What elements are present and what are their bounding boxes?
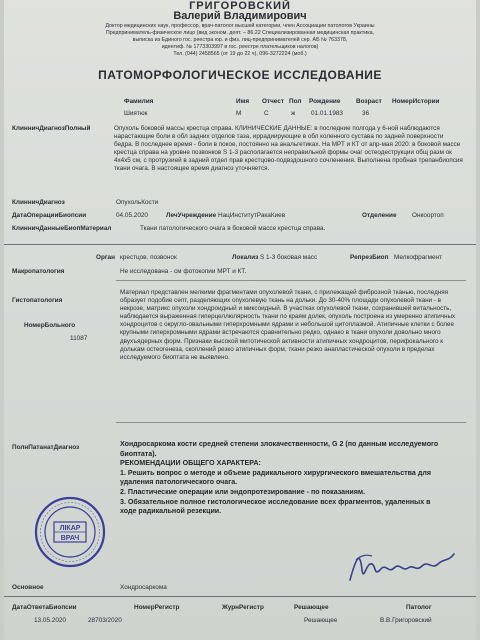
label-clinical-diagnosis: КлинничДиагноз [12, 199, 65, 206]
document-page [4, 0, 476, 640]
conclusion-line-6: 2. Пластические операции или эндопротезирование - по показаниям. [120, 487, 366, 496]
conclusion-line-7: 3. Обязательное полное гистологическое исследование всех фрагментов, удаленных в [120, 497, 431, 506]
field-line [116, 422, 466, 423]
stamp-text-top: ЛІКАР [59, 525, 81, 532]
header-line-1: Доктор медицинских наук, профессор, врач-патолог высшей категории, член Ассоциации патологов Украины [105, 23, 375, 29]
label-organ: Орган [96, 254, 115, 261]
value-macropathology: Не исследована - см фотокопии МРТ и КТ. [120, 268, 247, 275]
conclusion-line-3: РЕКОМЕНДАЦИИ ОБЩЕГО ХАРАКТЕРА: [120, 459, 261, 468]
label-pathologist: Патолог [406, 604, 432, 611]
label-patronymic: Отчест [262, 98, 284, 105]
doctor-first-name: Валерий Владимирович [173, 10, 307, 22]
header-line-3: выписка из Единого гос. реестра юр. и физ. лиц-предпринимателей сер. АБ № 763378, [132, 37, 348, 43]
label-register-number: НомерРегистр [134, 604, 180, 611]
label-birth: Рождение [309, 98, 341, 105]
value-surname: Шиятюк [124, 110, 148, 117]
label-basic-diagnosis: Основное [12, 584, 44, 591]
label-macropathology: Макропатология [12, 268, 65, 275]
value-birth: 01.01.1983 [311, 110, 343, 117]
label-journal-register: ЖурнРегистр [222, 604, 264, 611]
document-title: ПАТОМОРФОЛОГИЧЕСКОЕ ИССЛЕДОВАНИЕ [98, 68, 382, 82]
value-biopsy-material: Ткани патологического очага в боковой массе крестца справа. [140, 225, 326, 232]
value-operation-date: 04.05.2020 [116, 212, 148, 219]
value-register-number: 28703/2020 [88, 617, 122, 624]
doctor-last-name: ГРИГОРОВСКИЙ [189, 0, 291, 12]
conclusion-line-8: ходе радикальной резекции. [120, 507, 222, 516]
label-surname: Фамилия [124, 98, 154, 105]
label-full-pathology-diagnosis: ПолнПатанатДиагноз [12, 444, 80, 451]
header-line-4: идентиф. № 1773303997 в гос. реестре плательщиков налогов) [161, 44, 319, 50]
value-resolving: Решающее [304, 617, 338, 624]
value-clinical-diagnosis: ОпухольКости [116, 199, 159, 206]
value-organ: крестцов. позвонок [120, 254, 177, 261]
field-line [116, 280, 466, 281]
label-representative-biopsy: РепрезБиоп [350, 254, 389, 261]
handwritten-signature [342, 540, 462, 590]
header-line-2: Предприниматель-физическое лицо (вид эконом. деят. – 86.22 Специализированная медицинская практика, [105, 30, 375, 36]
value-institution: НацИнститутРакаКиев [218, 212, 286, 219]
clinical-text: Опухоль боковой массы крестца справа. КЛИНИЧЕСКИЕ ДАННЫЕ: в последние полгода у 6-ной наблюдаются нарастающие боли в обл задних отделов таза, иррадиирующие в обл коленного сустава по задней поверхности бедра. В последнее время - боли в покое, постоянно на анальгетиках. На МРТ и КТ от апр-мая 2020: в боковой массе крестца справа на уровне позвонков S 1-3 располагается неправильной формы очаг остеодеструкции общ разм ок 4х4х5 см, с протрузией в задний отдел прав крестцово-подвздошного сочленения. Выполнена пробная трепанбиопсия ткани очага. В настоящее время диагноз уточняется. [114, 125, 463, 173]
value-localization: S 1-3 боковая масс [260, 254, 318, 261]
conclusion-line-2: биоптата). [120, 449, 157, 458]
label-history-number: НомерИстории [392, 98, 440, 105]
label-response-date: ДатаОтветаБиопсии [12, 604, 77, 611]
label-department: Отделение [362, 212, 397, 219]
footer-divider [4, 596, 476, 597]
value-representative-biopsy: Мелкофрагмент [394, 254, 442, 261]
label-operation-date: ДатаОперацииБиопсии [12, 212, 87, 219]
doctor-stamp [34, 496, 106, 568]
label-clinical-full: КлинничДиагнозПолный [12, 125, 91, 132]
header-line-5: Тел. (044) 2458565 (от 19 до 22 ч), 096-3272224 (моб.) [173, 51, 307, 57]
stamp-text-bottom: ВРАЧ [60, 535, 80, 542]
value-age: 36 [362, 110, 370, 117]
value-patient-number: 11087 [70, 335, 88, 342]
value-department: Онкоортоп [412, 212, 444, 219]
section-divider [4, 244, 476, 245]
label-localization: Локализ [232, 254, 259, 261]
label-biopsy-material: КлинничДанныеБиопМатериал [12, 225, 112, 232]
conclusion-line-4: 1. Решить вопрос о методе и объеме радикального хирургического вмешательства для [120, 468, 431, 477]
conclusion-line-1: Хондросаркома кости средней степени злокачественности, G 2 (по данным исследуемого [120, 440, 439, 448]
value-basic-diagnosis: Хондросаркома [120, 584, 167, 591]
value-patronymic: С [264, 110, 269, 117]
label-age: Возраст [356, 98, 382, 105]
value-pathologist: В.В.Григоровский [380, 617, 432, 624]
value-response-date: 13.05.2020 [34, 617, 66, 624]
conclusion-block [120, 440, 470, 517]
label-name: Имя [236, 98, 250, 105]
value-sex: ж [291, 110, 296, 117]
label-sex: Пол [289, 98, 302, 105]
conclusion-line-5: удаления патологического очага. [120, 478, 238, 487]
label-histopathology: Гистопатология [12, 297, 63, 304]
label-resolving: Решающее [294, 604, 329, 611]
value-name: М [236, 110, 242, 117]
label-institution: ЛечУчреждение [166, 212, 217, 219]
histopathology-text: Материал представлен мелкими фрагментами опухолевой ткани, с прилежащей фиброзной тканью, последняя образует подобие септ, разделяющих опухолевую ткань на дольки. До 30-40% площади опухолевой ткани - в некрозе, матрикс опухоли хондроидный и миксоидный. В участках опухолевой ткани, сохранившей витальность, наблюдается выраженная гиперцеллюлярность ткани по краям долек, опухоль построена из умеренно атипичных хондроцитов с округло-овальными гиперхромными ядрами и небольшой цитоплазмой. Атипичные клетки с более крупными гиперхромными ядрами встречаются сравнительно редко, однако в ткани опухоли довольно много двухъядерных форм. Признаки высокой митотической активности атипичных хондроцитов, перифокального к долькам остеогенеза, скоплений резко атипичных форм, ткани резко анапластической опухоли в пределах исследуемого биоптата не выявлено. [120, 289, 456, 361]
label-patient-number: НомерБольного [24, 322, 76, 329]
